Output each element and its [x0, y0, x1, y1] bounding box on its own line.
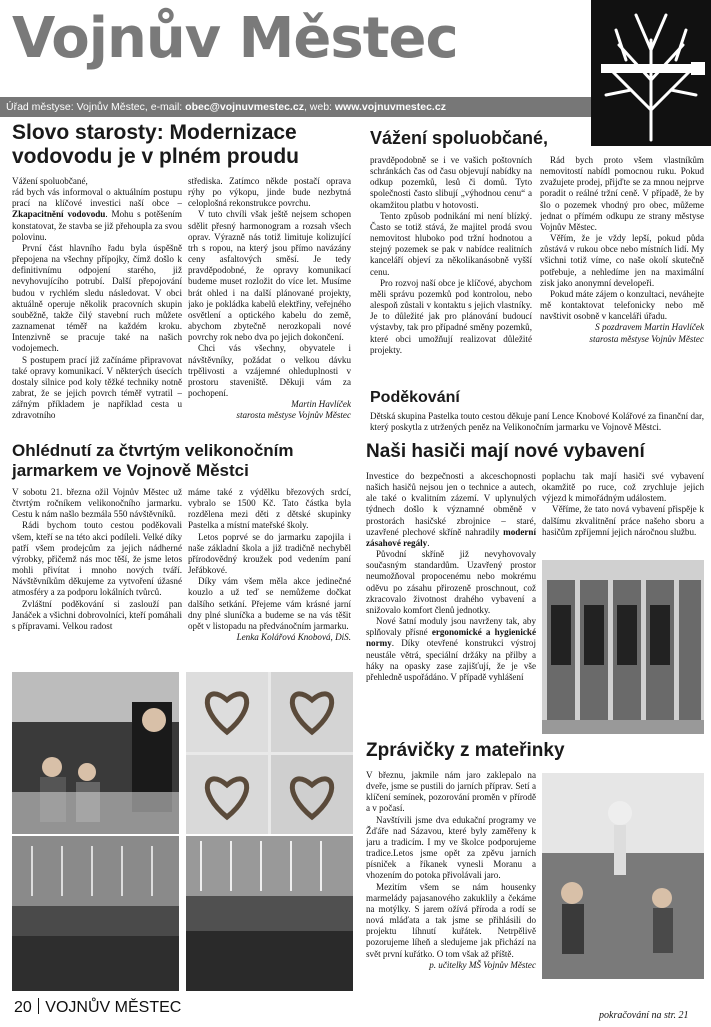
firefighter-lockers-photo	[542, 560, 704, 734]
article-title-kindergarten: Zprávičky z mateřinky	[366, 740, 565, 761]
coat-of-arms-logo	[591, 0, 711, 146]
article-thanks-text: Dětská skupina Pastelka touto cestou děkuje paní Lence Knobové Kolářové za finanční dar, který poskytla z utržených peněz na Velikonočním jarmarku ve Vojnově Městci.	[370, 411, 704, 433]
page-footer	[14, 998, 181, 1017]
article-mayor-col1: Vážení spoluobčané, rád bych vás informoval o aktuálním postupu prací na klíčové investici naší obce – Zkapacitnění vodovodu. Mohu s potěšením konstatovat, že stavba se již přehoupla za svou polovinu. První část hlavního řadu byla úspěšně přepojena na všechny přípojky, čímž došlo k definitivnímu odpojení starého, již nevyhovujícího potrubí. Další přepojování budou v rychlém sledu následovat. V obci aktuálně operuje několik pracovních skupin souběžně, takže čilý stavební ruch můžete zaznamenat téměř na každém kroku. Intenzivně se pracuje také na našich vodojemech. S postupem prací již začínáme připravovat také opravy komunikací. V některých úsecích dostaly silnice pod koly těžké techniky notně zabrat, že se jejich povrch téměř vytratil – zářným příkladem je například cesta u zdravotního	[12, 176, 182, 421]
office-label: Úřad městyse: Vojnův Městec, e-mail:	[6, 101, 186, 113]
market-photo-hall-1	[12, 836, 179, 991]
kindergarten-morana-photo	[542, 773, 704, 979]
article-title-firefighters: Naši hasiči mají nové vybavení	[366, 441, 645, 462]
web-link[interactable]: www.vojnuvmestec.cz	[334, 101, 446, 113]
article-market-col2: máme také z výdělku březových srdcí, vybralo se 1500 Kč. Tato částka byla rozdělena mezi děti z dětské skupinky Pastelka a místní mateřské školy. Letos poprvé se do jarmarku zapojila i naše základní škola a již tradičně nechyběl přírodovědný kroužek pod vedením paní Jeřábkové. Díky vám všem měla akce jedinečné kouzlo a už teď se nemůžeme dočkat dalšího setkání. Přejeme vám krásné jarní dny plné sluníčka a budeme se na vás těšit opět v listopadu na předvánočním jarmarku. Lenka Kolářová Knobová, DiS.	[188, 487, 351, 643]
page-number: 20	[14, 999, 32, 1016]
article-title-thanks: Poděkování	[370, 389, 460, 406]
market-photo-children	[12, 672, 179, 834]
article-title-citizens: Vážení spoluobčané,	[370, 128, 549, 148]
web-label: , web:	[303, 101, 335, 113]
market-photo-hall-2	[186, 836, 353, 991]
article-title-market: Ohlédnutí za čtvrtým velikonočním jarmarkem ve Vojnově Městci	[12, 441, 294, 480]
article-mayor-col2: střediska. Zatímco někde postačí oprava rýhy po výkopu, jinde bude nezbytná celoplošná rekonstrukce povrchu. V tuto chvíli však ještě nejsem schopen sdělit přesný harmonogram a rozsah všech oprav. Výrazně nás totiž limituje kolizující trh s ropou, na který jsou přímo navázány ceny asfaltových směsí. Je tedy pravděpodobné, že opravy komunikací budeme muset rozložit do více let. Musíme brát ohled i na další plánované projekty, jako je pokládka kabelů elektřiny, veřejného osvětlení a optického kabelu do země, abychom zbytečně nerozkopali nové povrchy rok nebo dva po jejich dokončení. Chci vás všechny, obyvatele i návštěvníky, požádat o velkou dávku trpělivosti a vzájemné ohleduplnosti v prostoru staveniště. Děkuji vám za pochopení. Martin Havlíček starosta městyse Vojnův Městec	[188, 176, 351, 421]
contact-line	[6, 99, 446, 115]
footer-label: VOJNŮV MĚSTEC	[45, 999, 182, 1016]
article-citizens-col1: pravděpodobně se i ve vašich poštovních schránkách čas od času objevují nabídky na odkup pozemků, lesů či domů. Tyto společnosti často slibují „výhodnou cenu“ a okamžitou platbu v hotovosti. Tento způsob podnikání mi není blízký. Často se totiž stává, že majitel prodá svou nemovitost hluboko pod tržní hodnotou a stejný pozemek se pak v nabídce realitních kanceláří objeví za několikanásobně vyšší cenu. Pro rozvoj naší obce je klíčové, abychom měli správu pozemků pod kontrolou, nebo alespoň zůstali v kontaktu s jejich vlastníky. Je to důležité jak pro plánování budoucí výstavby, tak pro případné směny pozemků, které obci umožňují realizovat důležité projekty.	[370, 155, 532, 355]
article-firefighters-col2: poplachu tak mají hasiči své vybavení okamžitě po ruce, což zrychluje jejich výjezd k mimořádným událostem. Věříme, že tato nová vybavení přispěje k dalšímu zkvalitnění práce našeho sboru a hasičům zpříjemní jejich náročnou službu.	[542, 471, 704, 537]
continued-note: pokračování na str. 21	[599, 1010, 689, 1021]
email-link[interactable]: obec@vojnuvmestec.cz	[185, 101, 304, 113]
article-citizens-col2: Rád bych proto všem vlastníkům nemovitostí nabídl pomocnou ruku. Pokud zvažujete prodej, přijďte se za mnou nejprve poradit o reálné tržní ceně. V případě, že by šlo o pozemek vhodný pro obec, můžeme jednat o přímém odkupu ze strany městyse Vojnův Městec. Věřím, že je vždy lepší, pokud půda zůstává v rukou obce nebo místních lidí. My všichni totiž víme, co naše okolí skutečně potřebuje, a nehledíme jen na maximální zisk jako anonymní developeři. Pokud máte zájem o konzultaci, neváhejte mě kontaktovat telefonicky nebo mě navštivit osobně v kanceláři úřadu. S pozdravem Martin Havlíček starosta městyse Vojnův Městec	[540, 155, 704, 344]
footer-divider	[38, 998, 40, 1014]
article-kindergarten-text: V březnu, jakmile nám jaro zaklepalo na dveře, jsme se pustili do jarních příprav. Setí a klíčení semínek, pozorování proměn v přírodě a v počasí. Navštívili jsme dva edukační programy ve Žďáře nad Sázavou, které byly zaměřeny k jaru a tradicím. I my ve školce podporujeme tradice.Letos jsme opět za zpěvu jarních písniček a říkanek vynesli Moranu a vhozením do potoka přivolávali jaro. Mezitím všem se nám housenky marmelády pajasanového zakuklily a čekáme na motýlky. S jarem ožívá příroda a rodí se nová mláďata a tak jsme se přihlásili do projektu líhnutí kuřátek. Netrpělivě pozorujeme líheň a sledujeme jak přichází na svět první kuřátko. O tom však až příště. p. učitelky MŠ Vojnův Městec	[366, 770, 536, 970]
article-firefighters-col1: Investice do bezpečnosti a akceschopnosti našich hasičů nejsou jen o technice a autech, ale také o kvalitním zázemí. V uplynulých týdnech došlo k významné obměně v prostorách hasičské zbrojnice – staré, uzavřené plechové skříně nahradily moderní zásahové regály. Původní skříně již nevyhovovaly současným standardům. Uzavřený prostor neumožňoval propocenému nebo mokrému oděvu po zásahu přirozeně proschnout, což zkracovalo životnost drahého vybavení a snižovalo komfort členů jednotky. Nové šatní moduly jsou navrženy tak, aby splňovaly přísné ergonomické a hygienické normy. Díky otevřené konstrukci výstroj neustále větrá, speciální držáky na přilby a háky na opasky zase zajišťují, že je vše přehledně uspořádáno. V případě vyhlášení	[366, 471, 536, 682]
article-title-mayor: Slovo starosty: Modernizace vodovodu je v plném proudu	[12, 121, 300, 169]
market-photo-hearts	[186, 672, 353, 834]
article-market-col1: V sobotu 21. března ožil Vojnův Městec už čtvrtým ročníkem velikonočního jarmarku. Cestu k nám našlo bezmála 550 návštěvníků. Rádi bychom touto cestou poděkovali všem, kteří se na této akci podíleli. Velké díky patří všem prodejcům za jejich nádherné výrobky, přičemž nás moc těší, že jsme letos mohli přivítat i mnoho nových tváří. Návštěvníkům děkujeme za vytvoření úžasné atmosféry a za podporu lokálních tvůrců. Zvláštní poděkování si zaslouží pan Janáček a všichni dobrovolníci, kteří pomáhali s přípravami. Velkou radost	[12, 487, 182, 631]
masthead-title: Vojnův Městec	[12, 6, 458, 71]
